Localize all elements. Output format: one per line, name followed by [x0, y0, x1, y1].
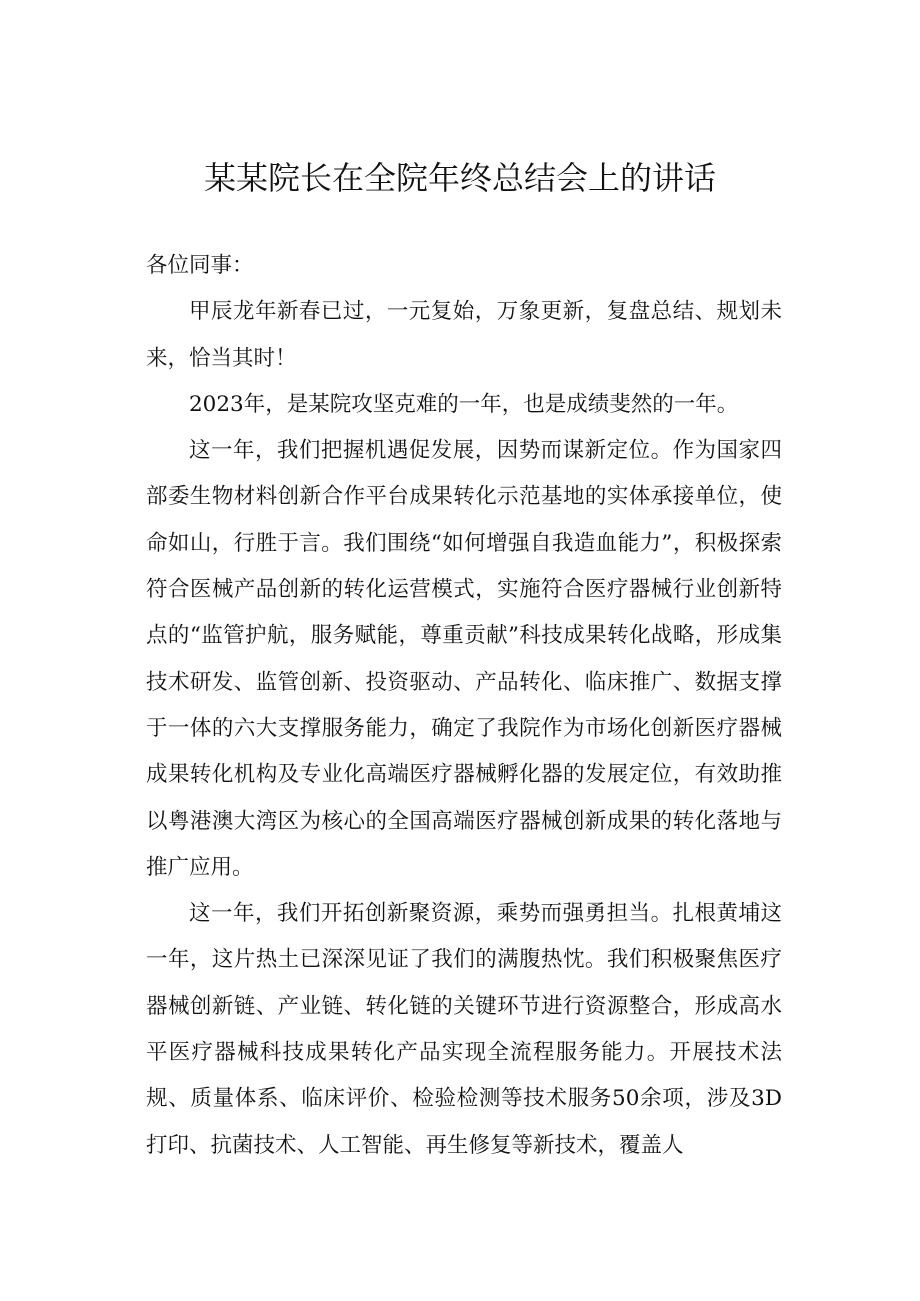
- paragraph-2: 2023年，是某院攻坚克难的一年，也是成绩斐然的一年。: [189, 391, 739, 417]
- paragraph-1: 甲辰龙年新春已过，一元复始，万象更新，复盘总结、规划未来，恰当其时！: [146, 299, 782, 371]
- paragraph-4: 这一年，我们开拓创新聚资源，乘势而强勇担当。扎根黄埔这一年，这片热土已深深见证了我们的满腹热忱。我们积极聚焦医疗器械创新链、产业链、转化链的关键环节进行资源整合，形成高水平医疗器械科技成果转化产品实现全流程服务能力。开展技术法规、质量体系、临床评价、检验检测等技术服务50余项，涉及3D打印、抗菌技术、人工智能、再生修复等新技术，覆盖人: [146, 901, 782, 1158]
- document-body: [146, 243, 782, 1169]
- document-title: 某某院长在全院年终总结会上的讲话: [203, 159, 716, 197]
- salutation: 各位同事：: [146, 253, 254, 278]
- paragraph-3: 这一年，我们把握机遇促发展，因势而谋新定位。作为国家四部委生物材料创新合作平台成果转化示范基地的实体承接单位，使命如山，行胜于言。我们围绕“如何增强自我造血能力”，积极探索符合医械产品创新的转化运营模式，实施符合医疗器械行业创新特点的“监管护航，服务赋能，尊重贡献”科技成果转化战略，形成集技术研发、监管创新、投资驱动、产品转化、临床推广、数据支撑于一体的六大支撑服务能力，确定了我院作为市场化创新医疗器械成果转化机构及专业化高端医疗器械孵化器的发展定位，有效助推以粤港澳大湾区为核心的全国高端医疗器械创新成果的转化落地与推广应用。: [146, 438, 782, 880]
